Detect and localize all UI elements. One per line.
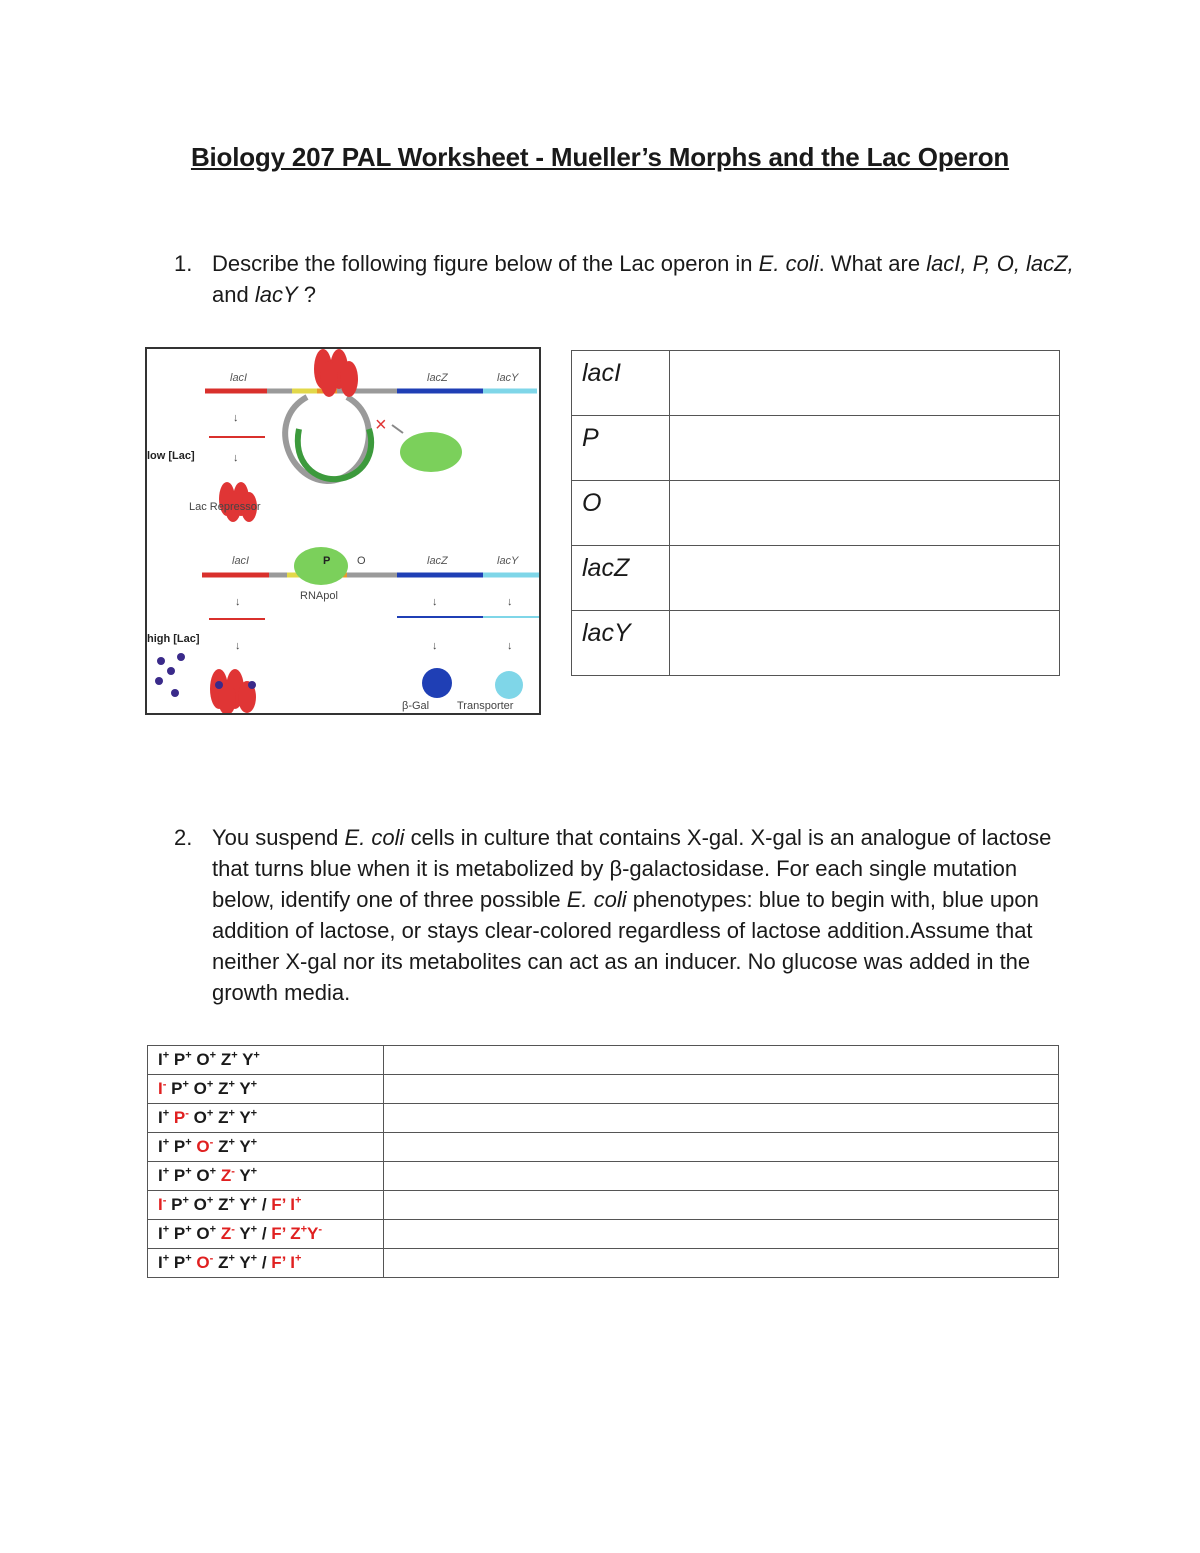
allele-symbol: O bbox=[193, 1195, 207, 1214]
question-2 bbox=[174, 822, 1074, 1008]
allele bbox=[158, 1253, 169, 1272]
label-rnapol: RNApol bbox=[300, 590, 338, 602]
allele-symbol: I bbox=[158, 1050, 163, 1069]
allele-state: + bbox=[250, 1165, 258, 1178]
allele bbox=[158, 1079, 166, 1098]
allele-state: - bbox=[162, 1194, 167, 1207]
genotype-row bbox=[148, 1249, 1059, 1278]
allele-state: + bbox=[206, 1078, 214, 1091]
allele bbox=[171, 1195, 189, 1214]
text-run: . What are bbox=[818, 251, 927, 276]
label-lacy-mid: lacY bbox=[497, 555, 519, 567]
allele-symbol: O bbox=[196, 1224, 210, 1243]
genotype-row bbox=[148, 1191, 1059, 1220]
worksheet-title: Biology 207 PAL Worksheet - Mueller’s Morphs and the Lac Operon bbox=[190, 142, 1010, 172]
term-row bbox=[572, 351, 1060, 416]
text-run: E. coli bbox=[344, 825, 405, 850]
allele-symbol: O bbox=[196, 1253, 210, 1272]
allele-state: + bbox=[206, 1107, 214, 1120]
allele-symbol: / bbox=[261, 1224, 267, 1243]
allele bbox=[218, 1253, 235, 1272]
allele-symbol: I bbox=[290, 1253, 295, 1272]
allele-state: + bbox=[294, 1194, 302, 1207]
allele bbox=[158, 1108, 169, 1127]
terms-body bbox=[572, 351, 1060, 676]
genotype-label bbox=[148, 1046, 384, 1075]
allele bbox=[218, 1137, 235, 1156]
lac-operon-diagram bbox=[147, 349, 539, 713]
arrow-6: ↓ bbox=[235, 640, 241, 652]
genotype-label bbox=[148, 1075, 384, 1104]
allele-state: - bbox=[231, 1165, 235, 1178]
allele bbox=[271, 1224, 285, 1243]
allele-symbol: I bbox=[158, 1224, 163, 1243]
label-laci-top: lacI bbox=[230, 372, 248, 384]
label-transporter: Transporter bbox=[457, 700, 514, 712]
label-p: P bbox=[323, 555, 331, 567]
allele-state: + bbox=[228, 1107, 235, 1120]
arrow-3: ↓ bbox=[235, 596, 241, 608]
term-row bbox=[572, 481, 1060, 546]
genotype-body bbox=[148, 1046, 1059, 1278]
allele-symbol: O bbox=[193, 1079, 207, 1098]
allele-symbol: P bbox=[173, 1137, 186, 1156]
allele-symbol: Y bbox=[239, 1195, 251, 1214]
allele-state: + bbox=[250, 1107, 258, 1120]
terms-table bbox=[571, 350, 1060, 676]
allele-state: + bbox=[250, 1252, 258, 1265]
genotype-label bbox=[148, 1191, 384, 1220]
allele-symbol: Z bbox=[218, 1079, 229, 1098]
allele bbox=[307, 1224, 322, 1243]
term-label: O bbox=[572, 481, 670, 546]
arrow-1: ↓ bbox=[233, 412, 239, 424]
allele-state: + bbox=[162, 1223, 170, 1236]
allele bbox=[218, 1195, 235, 1214]
allele-state: + bbox=[209, 1223, 217, 1236]
allele bbox=[194, 1195, 214, 1214]
allele-state: - bbox=[209, 1252, 214, 1265]
allele-symbol: I bbox=[290, 1195, 295, 1214]
allele-state: + bbox=[182, 1078, 189, 1091]
term-answer-cell[interactable] bbox=[670, 546, 1060, 611]
allele-symbol: Y bbox=[239, 1166, 251, 1185]
allele bbox=[290, 1253, 301, 1272]
beta-gal-protein bbox=[422, 668, 452, 698]
phenotype-answer-cell[interactable] bbox=[384, 1162, 1059, 1191]
allele-symbol: Z bbox=[220, 1050, 232, 1069]
question-number: 2. bbox=[174, 825, 193, 850]
genotype-label bbox=[148, 1133, 384, 1162]
allele-symbol: Z bbox=[290, 1224, 301, 1243]
allele bbox=[242, 1050, 260, 1069]
allele-symbol: O bbox=[196, 1137, 210, 1156]
genotype-row bbox=[148, 1075, 1059, 1104]
allele bbox=[239, 1079, 257, 1098]
term-answer-cell[interactable] bbox=[670, 611, 1060, 676]
allele-state: - bbox=[318, 1223, 323, 1236]
allele-state: + bbox=[185, 1049, 192, 1062]
allele-symbol: P bbox=[173, 1224, 186, 1243]
label-low-lac: low [Lac] bbox=[147, 450, 195, 462]
text-run: Describe the following figure below of the Lac operon in bbox=[212, 251, 759, 276]
allele-state: + bbox=[209, 1165, 217, 1178]
allele-symbol: I bbox=[158, 1253, 163, 1272]
allele-symbol: I bbox=[158, 1079, 163, 1098]
allele bbox=[290, 1195, 301, 1214]
allele-symbol: P bbox=[173, 1108, 186, 1127]
text-run: lacY bbox=[254, 282, 298, 307]
allele bbox=[174, 1166, 192, 1185]
arrow-4: ↓ bbox=[432, 596, 438, 608]
allele-state: + bbox=[182, 1194, 189, 1207]
arrow-8: ↓ bbox=[507, 640, 513, 652]
genotype-label bbox=[148, 1104, 384, 1133]
question-text bbox=[212, 822, 1074, 1008]
repressor-inactive bbox=[210, 669, 256, 713]
allele bbox=[171, 1079, 189, 1098]
allele bbox=[239, 1253, 257, 1272]
allele bbox=[262, 1224, 267, 1243]
allele-symbol: Y bbox=[239, 1079, 251, 1098]
label-high-lac: high [Lac] bbox=[147, 633, 200, 645]
allele bbox=[239, 1224, 257, 1243]
allele-state: + bbox=[185, 1223, 192, 1236]
term-label: lacY bbox=[572, 611, 670, 676]
label-bgal: β-Gal bbox=[402, 700, 430, 712]
allele-symbol: Z bbox=[220, 1166, 232, 1185]
allele-state: - bbox=[185, 1107, 189, 1120]
allele-symbol: Z bbox=[220, 1224, 232, 1243]
allele-state: + bbox=[228, 1078, 235, 1091]
allele bbox=[196, 1166, 216, 1185]
allele-state: + bbox=[162, 1252, 170, 1265]
allele bbox=[239, 1195, 257, 1214]
label-lac-repressor: Lac Repressor bbox=[189, 501, 261, 513]
arrow-7: ↓ bbox=[432, 640, 438, 652]
allele bbox=[262, 1253, 267, 1272]
allele-state: + bbox=[209, 1049, 217, 1062]
allele-symbol: I bbox=[158, 1195, 163, 1214]
allele bbox=[194, 1079, 214, 1098]
allele-symbol: I bbox=[158, 1108, 163, 1127]
allele-state: + bbox=[228, 1194, 235, 1207]
allele-state: + bbox=[162, 1136, 170, 1149]
label-lacy-top: lacY bbox=[497, 372, 519, 384]
transporter-protein bbox=[495, 671, 523, 699]
term-answer-cell[interactable] bbox=[670, 351, 1060, 416]
arrow-5: ↓ bbox=[507, 596, 513, 608]
allele-state: - bbox=[209, 1136, 214, 1149]
allele-state: + bbox=[228, 1136, 235, 1149]
term-answer-cell[interactable] bbox=[670, 416, 1060, 481]
allele bbox=[174, 1253, 192, 1272]
allele-symbol: O bbox=[193, 1108, 207, 1127]
question-text bbox=[212, 248, 1074, 310]
allele-symbol: P bbox=[173, 1050, 186, 1069]
allele bbox=[239, 1166, 257, 1185]
term-label: lacI bbox=[572, 351, 670, 416]
allele-symbol: F’ bbox=[271, 1253, 286, 1272]
allele bbox=[290, 1224, 307, 1243]
allele bbox=[196, 1253, 213, 1272]
phenotype-answer-cell[interactable] bbox=[384, 1133, 1059, 1162]
text-run: You suspend bbox=[212, 825, 345, 850]
text-run: and bbox=[212, 282, 255, 307]
allele-symbol: Y bbox=[239, 1224, 251, 1243]
allele bbox=[196, 1224, 216, 1243]
allele-symbol: / bbox=[261, 1253, 267, 1272]
allele-symbol: I bbox=[158, 1137, 163, 1156]
allele-state: - bbox=[231, 1223, 235, 1236]
allele-symbol: Y bbox=[307, 1224, 319, 1243]
allele bbox=[262, 1195, 267, 1214]
allele bbox=[158, 1166, 169, 1185]
lactose-molecules bbox=[155, 653, 185, 697]
phenotype-answer-cell[interactable] bbox=[384, 1220, 1059, 1249]
allele-state: + bbox=[162, 1107, 170, 1120]
phenotype-answer-cell[interactable] bbox=[384, 1046, 1059, 1075]
genotype-row bbox=[148, 1220, 1059, 1249]
allele bbox=[221, 1166, 235, 1185]
allele-state: + bbox=[294, 1252, 302, 1265]
label-lacz-mid: lacZ bbox=[427, 555, 448, 567]
genotype-label bbox=[148, 1162, 384, 1191]
label-laci-mid: lacI bbox=[232, 555, 250, 567]
allele bbox=[271, 1195, 285, 1214]
dna-loop-green bbox=[298, 429, 371, 479]
allele bbox=[158, 1050, 169, 1069]
allele-symbol: F’ bbox=[271, 1224, 286, 1243]
phenotype-answer-cell[interactable] bbox=[384, 1104, 1059, 1133]
allele-state: + bbox=[250, 1194, 258, 1207]
allele bbox=[221, 1050, 238, 1069]
text-run: phenotypes: blue to begin with, blue upon addition of lactose, or stays clear-colored regardless of lactose addition.Assume that neither X-gal nor its metabolites can act as an inducer. No glucose was added in the growth media. bbox=[212, 887, 1039, 1005]
allele-state: + bbox=[250, 1078, 258, 1091]
allele bbox=[174, 1137, 192, 1156]
allele bbox=[158, 1224, 169, 1243]
genotype-row bbox=[148, 1133, 1059, 1162]
allele bbox=[239, 1137, 257, 1156]
allele-state: - bbox=[162, 1078, 167, 1091]
allele-state: + bbox=[300, 1223, 308, 1236]
genotype-row bbox=[148, 1046, 1059, 1075]
question-number: 1. bbox=[174, 251, 193, 276]
genotype-table bbox=[147, 1045, 1059, 1278]
rna-polymerase-bound bbox=[294, 547, 348, 585]
text-run: E. coli bbox=[758, 251, 819, 276]
allele bbox=[196, 1137, 213, 1156]
allele bbox=[271, 1253, 285, 1272]
genotype-row bbox=[148, 1104, 1059, 1133]
question-1 bbox=[174, 248, 1074, 310]
allele bbox=[194, 1108, 214, 1127]
allele-symbol: Z bbox=[218, 1108, 229, 1127]
allele-state: + bbox=[250, 1136, 258, 1149]
allele-symbol: O bbox=[196, 1166, 210, 1185]
allele bbox=[221, 1224, 235, 1243]
allele-state: + bbox=[206, 1194, 214, 1207]
term-label: P bbox=[572, 416, 670, 481]
allele bbox=[218, 1108, 235, 1127]
allele-symbol: / bbox=[261, 1195, 267, 1214]
allele-symbol: O bbox=[196, 1050, 210, 1069]
allele-symbol: I bbox=[158, 1166, 163, 1185]
allele-symbol: Y bbox=[239, 1253, 251, 1272]
allele bbox=[218, 1079, 235, 1098]
blocked-x-icon: × bbox=[375, 414, 387, 436]
genotype-label bbox=[148, 1220, 384, 1249]
allele-symbol: P bbox=[173, 1166, 186, 1185]
allele-state: + bbox=[250, 1223, 258, 1236]
term-row bbox=[572, 416, 1060, 481]
allele bbox=[174, 1224, 192, 1243]
genotype-label bbox=[148, 1249, 384, 1278]
text-run: ? bbox=[297, 282, 316, 307]
allele-state: + bbox=[185, 1252, 192, 1265]
allele-symbol: P bbox=[173, 1253, 186, 1272]
allele-state: + bbox=[228, 1252, 235, 1265]
allele-symbol: Z bbox=[218, 1253, 229, 1272]
phenotype-answer-cell[interactable] bbox=[384, 1191, 1059, 1220]
allele-state: + bbox=[185, 1165, 192, 1178]
lac-operon-figure bbox=[145, 347, 541, 715]
allele-symbol: Y bbox=[239, 1137, 251, 1156]
allele bbox=[174, 1050, 192, 1069]
allele-state: + bbox=[162, 1165, 170, 1178]
allele bbox=[239, 1108, 257, 1127]
allele bbox=[174, 1108, 189, 1127]
phenotype-answer-cell[interactable] bbox=[384, 1075, 1059, 1104]
label-o: O bbox=[357, 555, 366, 567]
allele-symbol: F’ bbox=[271, 1195, 286, 1214]
term-answer-cell[interactable] bbox=[670, 481, 1060, 546]
arrow-2: ↓ bbox=[233, 452, 239, 464]
allele-symbol: P bbox=[171, 1079, 183, 1098]
allele bbox=[158, 1195, 166, 1214]
allele bbox=[158, 1137, 169, 1156]
allele-state: + bbox=[185, 1136, 192, 1149]
text-run: cells in culture that contains X-gal. X-gal is an analogue of lactose that turns blue when it is metabolized by β-galactosidase. For each single mutation below, identify one of three possible bbox=[212, 825, 1052, 912]
text-run: E. coli bbox=[566, 887, 627, 912]
allele-state: + bbox=[162, 1049, 170, 1062]
allele-symbol: Z bbox=[218, 1195, 229, 1214]
allele-state: + bbox=[253, 1049, 260, 1062]
allele-symbol: P bbox=[171, 1195, 183, 1214]
term-row bbox=[572, 546, 1060, 611]
term-label: lacZ bbox=[572, 546, 670, 611]
allele-symbol: Z bbox=[218, 1137, 229, 1156]
allele-symbol: Y bbox=[239, 1108, 251, 1127]
genotype-row bbox=[148, 1162, 1059, 1191]
allele bbox=[196, 1050, 216, 1069]
allele-symbol: Y bbox=[242, 1050, 254, 1069]
label-lacz-top: lacZ bbox=[427, 372, 448, 384]
text-run: lacI, P, O, lacZ, bbox=[926, 251, 1074, 276]
term-row bbox=[572, 611, 1060, 676]
phenotype-answer-cell[interactable] bbox=[384, 1249, 1059, 1278]
allele-state: + bbox=[231, 1049, 238, 1062]
blocked-arrow bbox=[392, 425, 403, 433]
rna-polymerase-free bbox=[400, 432, 462, 472]
